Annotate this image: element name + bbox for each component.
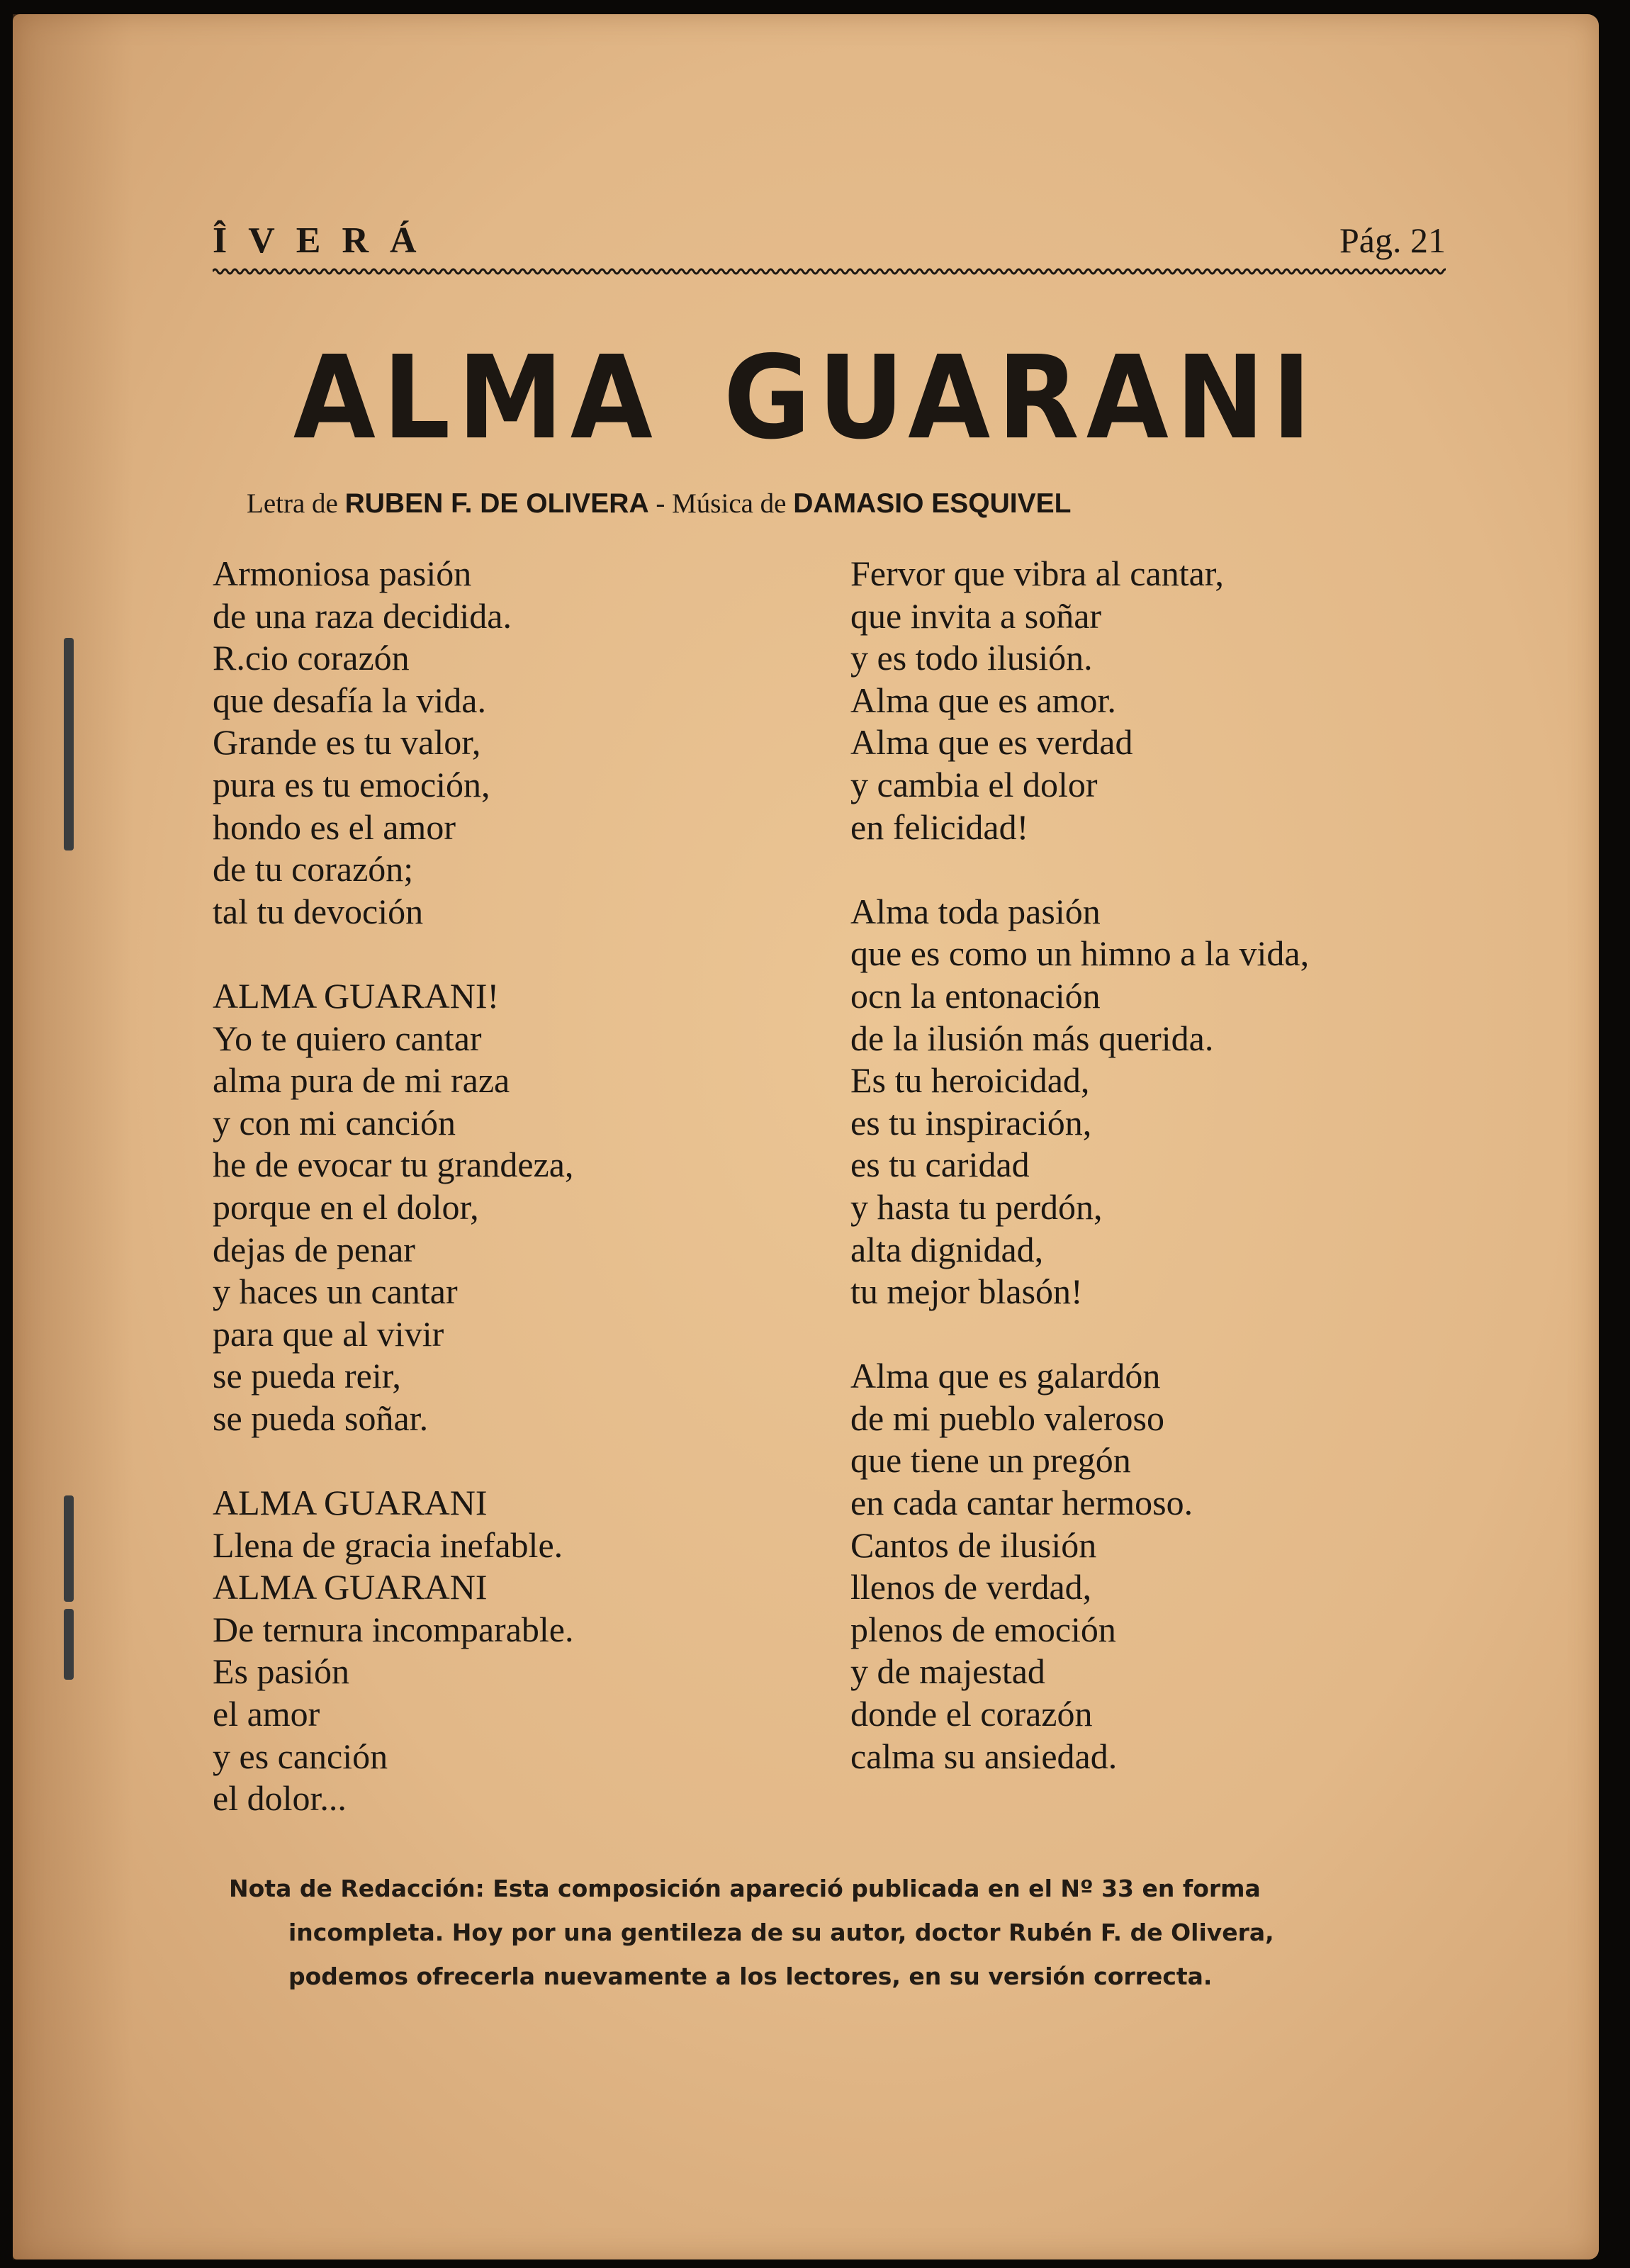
page-number: Pág. 21 — [1339, 220, 1446, 260]
song-credits — [247, 488, 1071, 520]
poem-line: ALMA GUARANI! — [213, 975, 500, 1016]
masthead: ÎVERÁ — [213, 220, 438, 261]
credits-separator: - — [656, 488, 665, 519]
poem-line: Alma que es galardón — [850, 1356, 1161, 1396]
poem-line: tal tu devoción — [213, 891, 424, 931]
poem-line: de la ilusión más querida. — [850, 1018, 1214, 1058]
poem-line: el dolor... — [213, 1778, 347, 1819]
poem-line: llenos de verdad, — [850, 1567, 1092, 1607]
poem-stanza — [213, 553, 573, 933]
title-word-2: GUARANI — [723, 332, 1319, 465]
wavy-rule — [213, 266, 1446, 276]
poem-stanza — [213, 1482, 573, 1820]
poem-right-column — [850, 553, 1309, 1820]
poem-line: que invita a soñar — [850, 595, 1102, 636]
poem-line: calma su ansiedad. — [850, 1736, 1118, 1776]
poem-line: en felicidad! — [850, 807, 1029, 847]
poem-line: alta dignidad, — [850, 1229, 1044, 1269]
poem-line: De ternura incomparable. — [213, 1609, 574, 1649]
poem-line: y de majestad — [850, 1651, 1045, 1692]
poem-stanza — [213, 975, 573, 1440]
poem-line: el amor — [213, 1694, 320, 1734]
poem-line: y es canción — [213, 1736, 388, 1776]
poem-stanza — [850, 891, 1309, 1313]
poem-line: ALMA GUARANI — [213, 1567, 488, 1607]
poem-line: Grande es tu valor, — [213, 722, 481, 763]
note-line-1: Esta composición apareció publicada en el Nº 33 en forma — [493, 1875, 1261, 1902]
poem-line: dejas de penar — [213, 1229, 415, 1269]
poem-line: Yo te quiero cantar — [213, 1018, 482, 1058]
poem-line: se pueda soñar. — [213, 1398, 429, 1438]
poem-line: ocn la entonación — [850, 975, 1101, 1016]
note-line-3: podemos ofrecerla nuevamente a los lectores, en su versión correcta. — [288, 1963, 1213, 1990]
poem-line: porque en el dolor, — [213, 1186, 479, 1227]
binding-staple — [64, 1609, 74, 1680]
poem-line: Es tu heroicidad, — [850, 1060, 1090, 1101]
poem-line: Llena de gracia inefable. — [213, 1525, 563, 1565]
composer-name: DAMASIO ESQUIVEL — [793, 488, 1072, 519]
poem-line: he de evocar tu grandeza, — [213, 1145, 574, 1185]
running-header — [213, 220, 1446, 276]
poem-line: donde el corazón — [850, 1694, 1093, 1734]
binding-staple — [64, 638, 74, 850]
poem-line: y hasta tu perdón, — [850, 1186, 1103, 1227]
poem-line: para que al vivir — [213, 1313, 444, 1354]
poem-line: es tu inspiración, — [850, 1102, 1092, 1143]
poem-line: hondo es el amor — [213, 807, 456, 847]
poem-line: plenos de emoción — [850, 1609, 1116, 1649]
poem-line: Fervor que vibra al cantar, — [850, 554, 1224, 593]
poem-line: es tu caridad — [850, 1145, 1030, 1185]
poem-left-column — [213, 553, 573, 1862]
poem-line: de tu corazón; — [213, 849, 414, 889]
poem-line: y es todo ilusión. — [850, 638, 1093, 678]
music-prefix: Música de — [672, 488, 787, 519]
poem-line: R.cio corazón — [213, 638, 410, 678]
poem-line: Armoniosa pasión — [213, 554, 472, 593]
poem-stanza — [850, 1355, 1309, 1778]
poem-line: que es como un himno a la vida, — [850, 933, 1310, 974]
poem-line: tu mejor blasón! — [850, 1271, 1083, 1312]
poem-line: que desafía la vida. — [213, 680, 486, 720]
lyrics-prefix: Letra de — [247, 488, 338, 519]
poem-line: de mi pueblo valeroso — [850, 1398, 1164, 1438]
poem-line: ALMA GUARANI — [213, 1483, 488, 1523]
poem-line: y con mi canción — [213, 1102, 456, 1143]
title-word-1: ALMA — [293, 332, 660, 465]
poem-line: Alma toda pasión — [850, 891, 1101, 931]
note-label: Nota de Redacción: — [229, 1875, 485, 1902]
poem-line: Alma que es amor. — [850, 680, 1116, 720]
poem-line: Alma que es verdad — [850, 722, 1133, 763]
magazine-page — [13, 14, 1599, 2259]
poem-line: Es pasión — [213, 1651, 350, 1692]
poem-line: Cantos de ilusión — [850, 1525, 1097, 1565]
editorial-note — [229, 1867, 1448, 1999]
poem-line: alma pura de mi raza — [213, 1060, 510, 1101]
note-line-2: incompleta. Hoy por una gentileza de su autor, doctor Rubén F. de Olivera, — [288, 1919, 1274, 1946]
poem-line: que tiene un pregón — [850, 1440, 1131, 1481]
poem-line: y haces un cantar — [213, 1271, 458, 1312]
poem-line: y cambia el dolor — [850, 764, 1098, 804]
poem-stanza — [850, 553, 1309, 848]
lyricist-name: RUBEN F. DE OLIVERA — [344, 488, 649, 519]
poem-line: en cada cantar hermoso. — [850, 1483, 1193, 1523]
binding-staple — [64, 1495, 74, 1602]
poem-line: pura es tu emoción, — [213, 764, 490, 804]
poem-line: se pueda reir, — [213, 1356, 401, 1396]
poem-line: de una raza decidida. — [213, 595, 512, 636]
song-title — [13, 332, 1599, 465]
